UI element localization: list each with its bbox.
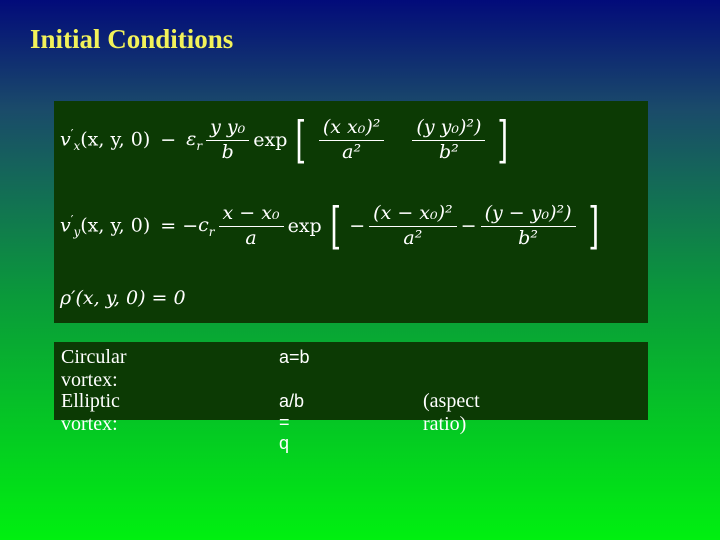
eq1-relation: − [160,129,177,151]
condition-note: (aspect ratio) [423,390,480,435]
conditions-panel [54,342,648,453]
eq1-right-bracket: ] [497,111,509,169]
eq1-term2-fraction: $\frac{\text{(y y₀)²)}}{\text{b²}}$ [412,118,485,163]
eq2-term1-fraction: $\frac{\text{(x − x₀)²}}{\text{a²}}$ [369,204,457,249]
slide-title: Initial Conditions [30,24,234,54]
equations-panel [54,101,648,323]
eq1-lhs: $v'_x(x$, y, 0) [60,126,151,154]
eq2-term2-fraction: $\frac{\text{(y − y₀)²)}}{\text{b²}}$ [481,204,576,249]
equation-vy [60,197,607,255]
eq1-term1-fraction: $\frac{\text{(x x₀)²}}{\text{a²}}$ [319,118,385,163]
condition-value: a=b [279,347,310,367]
eq1-prefactor-fraction: $\frac{\text{y y₀}}{b}$ [206,118,249,163]
eq2-mid-minus: − [460,215,477,237]
equation-rho [60,287,186,309]
eq2-relation: = − [160,215,199,237]
condition-value: a/b = q [279,391,305,453]
eq3-text: ρ′(x, y, 0) = 0 [60,287,186,309]
eq2-prefactor-fraction: $\frac{\text{x − x₀}}{a}$ [219,204,284,249]
eq1-coefficient: $\varepsilon_r$ [186,127,203,153]
equation-vx [60,111,517,169]
eq2-lhs: $v'_y(x$, y, 0) [60,212,151,240]
condition-label: Elliptic vortex: [61,390,120,435]
eq2-coefficient: $c_r$ [198,213,215,239]
eq2-exp: exp [287,215,322,237]
eq1-left-bracket: [ [295,111,307,169]
eq2-right-bracket: ] [587,197,599,255]
eq1-exp: exp [253,129,288,151]
eq2-lead-minus: − [349,215,366,237]
condition-label: Circular vortex: [61,346,127,391]
eq2-left-bracket: [ [330,197,341,255]
